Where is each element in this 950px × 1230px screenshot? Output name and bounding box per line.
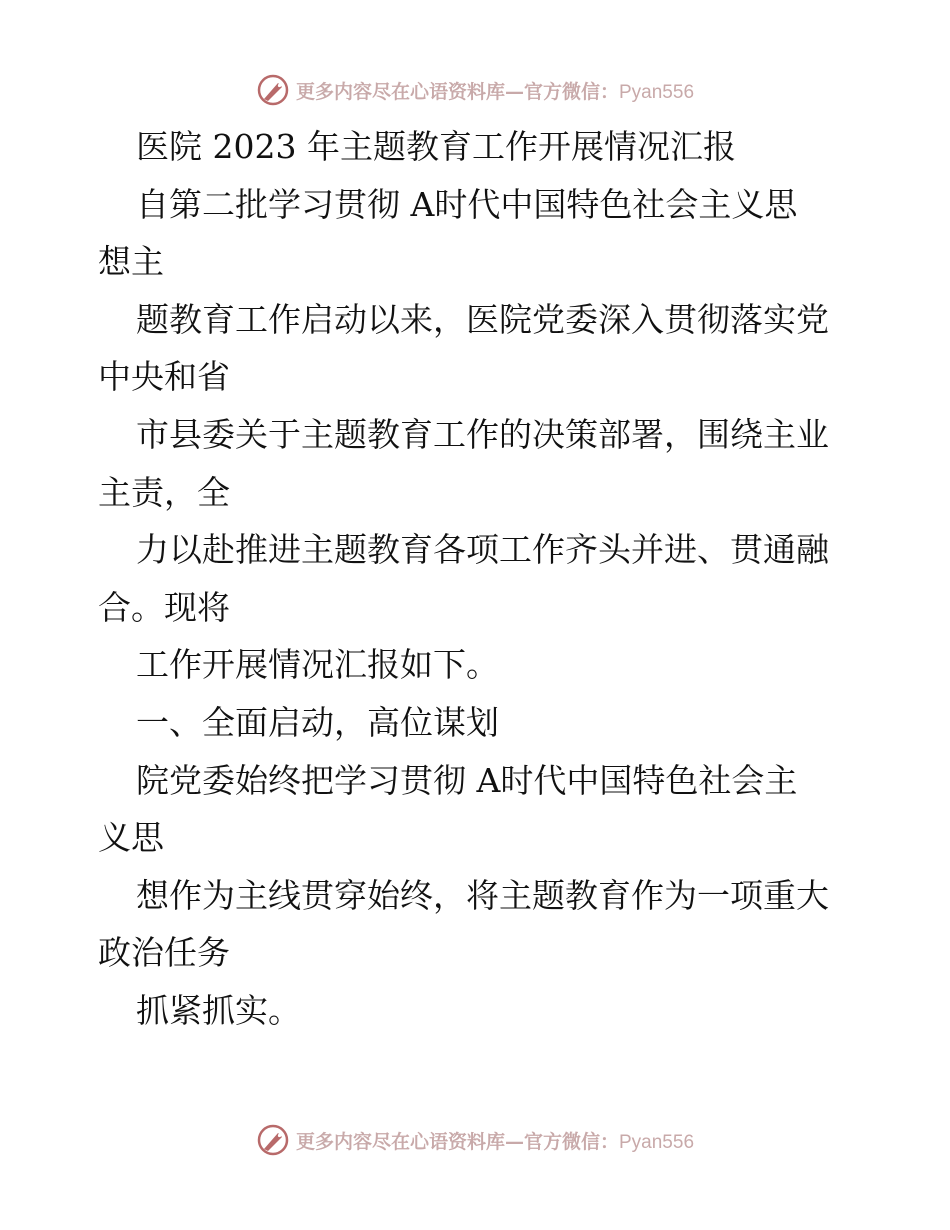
- paragraph-line: 力以赴推进主题教育各项工作齐头并进、贯通融: [136, 530, 829, 570]
- paragraph-line: 合。现将: [98, 587, 230, 627]
- paragraph-line: 主责，全: [98, 472, 230, 512]
- paragraph-line: 一、全面启动，高位谋划: [136, 702, 499, 742]
- paragraph-line: 院党委始终把学习贯彻 A时代中国特色社会主: [136, 760, 798, 800]
- document-body: [98, 118, 858, 1040]
- paragraph-line: 医院 2023 年主题教育工作开展情况汇报: [136, 127, 736, 166]
- paragraph-line: 工作开展情况汇报如下。: [136, 645, 499, 685]
- watermark-text: 更多内容尽在心语资料库—官方微信：Pyan556: [295, 1130, 695, 1153]
- paragraph-line: 想主: [98, 242, 164, 282]
- pen-nib-circle-icon: [256, 73, 290, 107]
- paragraph-line: 题教育工作启动以来，医院党委深入贯彻落实党: [136, 299, 829, 339]
- paragraph-line: 义思: [98, 818, 164, 858]
- watermark-text: 更多内容尽在心语资料库—官方微信：Pyan556: [295, 80, 695, 103]
- paragraph-line: 自第二批学习贯彻 A时代中国特色社会主义思: [136, 184, 798, 224]
- paragraph-line: 中央和省: [98, 357, 230, 397]
- paragraph-line: 抓紧抓实。: [136, 990, 301, 1030]
- footer-watermark: [0, 1122, 950, 1158]
- paragraph-line: 想作为主线贯穿始终，将主题教育作为一项重大: [136, 875, 829, 915]
- header-watermark: [0, 72, 950, 108]
- pen-nib-circle-icon: [256, 1123, 290, 1157]
- paragraph-line: 政治任务: [98, 933, 230, 973]
- paragraph-line: 市县委关于主题教育工作的决策部署，围绕主业: [136, 414, 829, 454]
